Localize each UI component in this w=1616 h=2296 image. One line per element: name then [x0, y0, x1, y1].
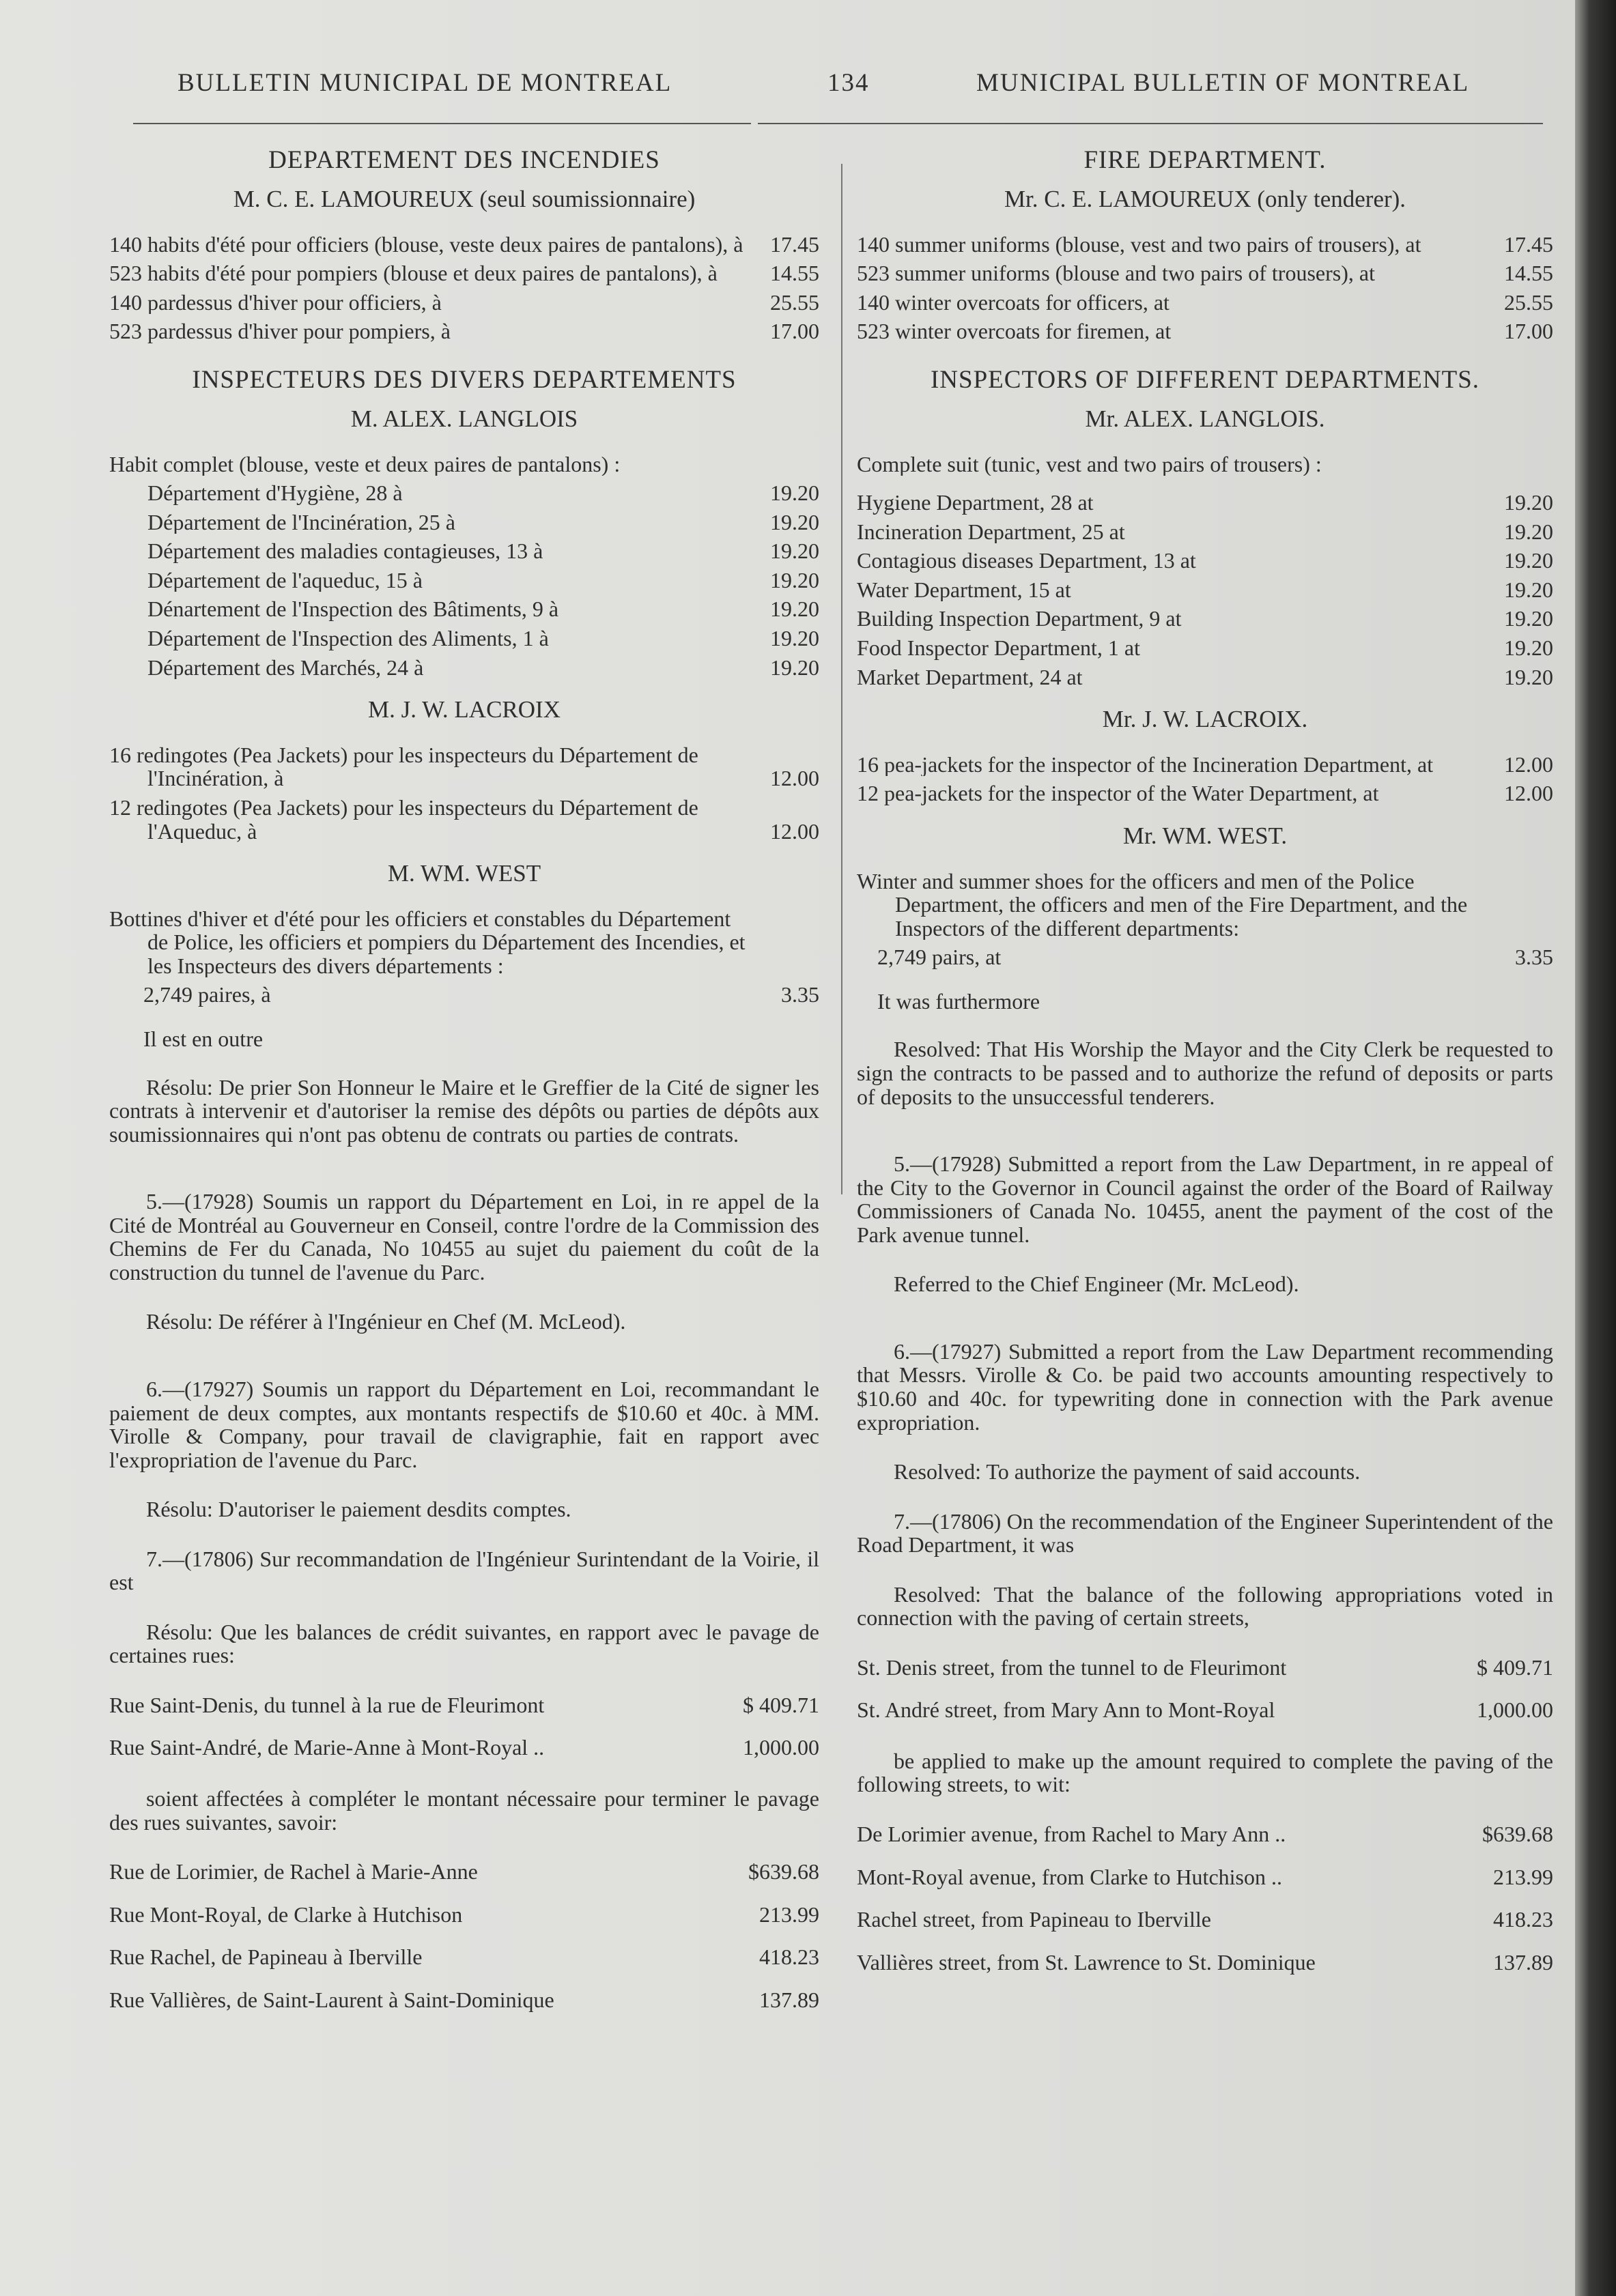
street-row — [109, 1736, 819, 1760]
item-price: 19.20 — [1504, 664, 1553, 689]
street-row — [109, 1860, 819, 1884]
street-amount: $639.68 — [748, 1859, 819, 1884]
item-text: 12 pea-jackets for the inspector of the Water Department, at — [857, 781, 1379, 805]
list-item — [857, 781, 1553, 805]
item-text: 140 summer uniforms (blouse, vest and two pairs of trousers), at — [857, 232, 1421, 257]
resolution-paragraph: Résolu: De référer à l'Ingénieur en Chef (M. McLeod). — [146, 1309, 626, 1334]
item-text: Food Inspector Department, 1 at — [857, 635, 1140, 660]
list-item — [109, 597, 819, 621]
column-divider — [841, 164, 842, 1194]
street-row — [857, 1656, 1553, 1680]
street-text: Rue Vallières, de Saint-Laurent à Saint-Dominique — [109, 1987, 554, 2012]
item-text: 16 redingotes (Pea Jackets) pour les inspecteurs du Département de l'Incinération, à — [109, 743, 698, 790]
item-text: 140 pardessus d'hiver pour officiers, à — [109, 290, 442, 315]
list-item — [857, 233, 1553, 257]
item-text: Département de l'Inspection des Aliments, 1 à — [147, 626, 549, 650]
item-text: Département des Marchés, 24 à — [147, 655, 424, 680]
street-amount: 1,000.00 — [1477, 1697, 1553, 1723]
affect-paragraph: be applied to make up the amount required to complete the paving of the following streets, to wit: — [857, 1748, 1553, 1797]
list-item — [857, 549, 1553, 573]
item-text: Département de l'Incinération, 25 à — [147, 510, 455, 534]
item-price: 19.20 — [770, 480, 819, 506]
item-price: 19.20 — [1504, 548, 1553, 573]
street-text: St. André street, from Mary Ann to Mont-Royal — [857, 1697, 1275, 1723]
page-number: 134 — [827, 69, 870, 97]
item-price: 17.45 — [1504, 231, 1553, 257]
lamoureux-heading-fr: M. C. E. LAMOUREUX (seul soumissionnaire) — [233, 185, 696, 212]
item-text: Building Inspection Department, 9 at — [857, 607, 1182, 631]
item-price: 19.20 — [770, 625, 819, 650]
list-item — [109, 796, 819, 843]
english-column — [857, 140, 1553, 1993]
item-price: 19.20 — [1504, 519, 1553, 544]
street-amount: $ 409.71 — [743, 1692, 819, 1717]
list-item — [857, 578, 1553, 602]
item-text: Département d'Hygiène, 28 à — [147, 481, 403, 505]
item-text: Water Department, 15 at — [857, 577, 1071, 602]
item-text: Hygiene Department, 28 at — [857, 491, 1094, 515]
item-price: 12.00 — [770, 818, 819, 844]
item-price: 19.20 — [770, 655, 819, 680]
item-price: 19.20 — [770, 509, 819, 534]
lamoureux-heading-en: Mr. C. E. LAMOUREUX (only tenderer). — [1004, 185, 1406, 212]
street-row — [857, 1865, 1553, 1889]
street-row — [857, 1951, 1553, 1975]
french-column — [109, 140, 819, 2030]
item-text: Contagious diseases Department, 13 at — [857, 549, 1196, 573]
item-text: 523 winter overcoats for firemen, at — [857, 319, 1172, 343]
resolution-paragraph: Résolu: Que les balances de crédit suivantes, en rapport avec le pavage de certaines rues: — [109, 1619, 819, 1668]
item-price: 25.55 — [1504, 289, 1553, 315]
list-item — [109, 743, 819, 790]
resolution-paragraph: Résolu: De prier Son Honneur le Maire et le Greffier de la Cité de signer les contrats à intervenir et d'autoriser la remise des dépôts ou parties de dépôts aux soumissionnaires qui n'ont pas obtenu de contrats ou parties de contrats. — [109, 1074, 819, 1147]
street-row — [109, 1988, 819, 2012]
list-item — [857, 870, 1553, 941]
item-text: 523 summer uniforms (blouse and two pairs of trousers), at — [857, 261, 1375, 285]
item-price: 3.35 — [781, 982, 819, 1007]
street-amount: 137.89 — [759, 1987, 819, 2012]
item-price: 19.20 — [1504, 635, 1553, 660]
street-row — [109, 1693, 819, 1717]
list-item — [857, 261, 1553, 285]
fire-dept-title-en: FIRE DEPARTMENT. — [1083, 146, 1327, 174]
street-row — [857, 1908, 1553, 1932]
list-item — [109, 511, 819, 534]
header-left: BULLETIN MUNICIPAL DE MONTREAL — [178, 69, 672, 97]
item-price: 19.20 — [770, 597, 819, 622]
list-item — [109, 983, 819, 1007]
item-text: Bottines d'hiver et d'été pour les officiers et constables du Département de Police, les officiers et pompiers du Département des Incendies, et les Inspecteurs des divers départements : — [109, 906, 746, 978]
item6-paragraph: 6.—(17927) Soumis un rapport du Département en Loi, recommandant le paiement de deux comptes, aux montants respectifs de $10.60 et 40c. à MM. Virolle & Company, pour travail de clavigraphie, fait en rapport avec l'expropriation de l'avenue du Parc. — [109, 1376, 819, 1472]
street-amount: 213.99 — [1493, 1864, 1553, 1889]
street-text: Rue Mont-Royal, de Clarke à Hutchison — [109, 1902, 463, 1927]
page-edge — [1575, 0, 1616, 2296]
item-text: 12 redingotes (Pea Jackets) pour les inspecteurs du Département de l'Aqueduc, à — [109, 795, 698, 844]
item-price: 14.55 — [770, 261, 819, 286]
street-row — [109, 1945, 819, 1969]
item-price: 19.20 — [1504, 577, 1553, 602]
item-price: 3.35 — [1515, 945, 1553, 970]
list-item — [109, 569, 819, 592]
street-amount: 1,000.00 — [743, 1735, 819, 1760]
list-item — [109, 233, 819, 257]
list-item — [109, 319, 819, 343]
resolution-paragraph: Referred to the Chief Engineer (Mr. McLeod). — [894, 1272, 1299, 1297]
resolution-paragraph: Resolved: That His Worship the Mayor and the City Clerk be requested to sign the contracts to be passed and to authorize the refund of deposits or parts of deposits to the unsuccessful tenderers. — [857, 1037, 1553, 1109]
item6-paragraph: 6.—(17927) Submitted a report from the Law Department recommending that Messrs. Virolle & Co. be paid two accounts amounting respectively to $10.60 and 40c. for typewriting done in connection with the Park avenue expropriation. — [857, 1338, 1553, 1435]
resolution-paragraph: Résolu: D'autoriser le paiement desdits comptes. — [146, 1497, 571, 1522]
item5-paragraph: 5.—(17928) Submitted a report from the Law Department, in re appeal of the City to the Governor in Council against the order of the Board of Railway Commissioners of Canada No. 10455, anent the payment of the cost of the Park avenue tunnel. — [857, 1151, 1553, 1247]
item-price: 12.00 — [1504, 751, 1553, 777]
list-item — [857, 753, 1553, 777]
street-text: Rue Rachel, de Papineau à Iberville — [109, 1945, 423, 1970]
list-item — [109, 453, 819, 476]
header-rule-left — [133, 123, 751, 124]
item-text: Département de l'aqueduc, 15 à — [147, 568, 423, 592]
running-header — [109, 68, 1529, 102]
item-text: Département des maladies contagieuses, 13 à — [147, 539, 543, 563]
header-rule-right — [758, 123, 1543, 124]
list-item — [857, 945, 1553, 969]
item-price: 17.00 — [1504, 319, 1553, 344]
west-heading-fr: M. WM. WEST — [387, 860, 541, 887]
west-heading-en: Mr. WM. WEST. — [1122, 822, 1288, 849]
list-item — [109, 261, 819, 285]
resolution-paragraph: Resolved: To authorize the payment of said accounts. — [894, 1459, 1361, 1484]
item5-paragraph: 5.—(17928) Soumis un rapport du Département en Loi, in re appel de la Cité de Montréal au Gouverneur en Conseil, contre l'ordre de la Commission des Chemins de Fer du Canada, No 10455 au sujet du paiement du coût de la construction du tunnel de l'avenue du Parc. — [109, 1189, 819, 1285]
street-text: Rue de Lorimier, de Rachel à Marie-Anne — [109, 1859, 478, 1884]
inspectors-title-en: INSPECTORS OF DIFFERENT DEPARTMENTS. — [930, 365, 1480, 394]
street-amount: 418.23 — [759, 1945, 819, 1970]
street-text: De Lorimier avenue, from Rachel to Mary Ann .. — [857, 1821, 1286, 1846]
list-item — [857, 665, 1553, 689]
list-item — [109, 291, 819, 315]
street-text: St. Denis street, from the tunnel to de Fleurimont — [857, 1654, 1287, 1680]
list-item — [857, 491, 1553, 515]
item-text: 523 habits d'été pour pompiers (blouse et deux paires de pantalons), à — [109, 261, 718, 285]
outre-text: It was furthermore — [877, 988, 1040, 1014]
item-price: 19.20 — [1504, 606, 1553, 631]
item-price: 12.00 — [770, 766, 819, 791]
item-text: 2,749 pairs, at — [877, 945, 1002, 969]
item-price: 17.00 — [770, 319, 819, 344]
street-amount: 137.89 — [1493, 1949, 1553, 1975]
item-price: 25.55 — [770, 289, 819, 315]
item-text: Complete suit (tunic, vest and two pairs of trousers) : — [857, 452, 1322, 476]
item-text: Market Department, 24 at — [857, 665, 1083, 689]
list-item — [109, 539, 819, 563]
street-text: Vallières street, from St. Lawrence to St. Dominique — [857, 1949, 1316, 1975]
list-item — [109, 907, 819, 978]
item7-paragraph: 7.—(17806) Sur recommandation de l'Ingénieur Surintendant de la Voirie, il est — [109, 1546, 819, 1595]
list-item — [109, 627, 819, 650]
item-text: 140 winter overcoats for officers, at — [857, 290, 1170, 315]
street-row — [857, 1698, 1553, 1722]
lacroix-heading-fr: M. J. W. LACROIX — [368, 696, 561, 723]
street-text: Rachel street, from Papineau to Iberville — [857, 1907, 1211, 1932]
langlois-heading-fr: M. ALEX. LANGLOIS — [350, 405, 578, 432]
item7-paragraph: 7.—(17806) On the recommendation of the Engineer Superintendent of the Road Department, it was — [857, 1508, 1553, 1558]
item-price: 19.20 — [770, 539, 819, 564]
item-text: Winter and summer shoes for the officers and men of the Police Department, the officers and men of the Fire Department, and the Inspectors of the different departments: — [857, 869, 1468, 941]
list-item — [857, 453, 1553, 476]
inspectors-title-fr: INSPECTEURS DES DIVERS DEPARTEMENTS — [192, 365, 737, 394]
list-item — [109, 656, 819, 680]
item-text: 523 pardessus d'hiver pour pompiers, à — [109, 319, 451, 343]
list-item — [857, 607, 1553, 631]
street-amount: 418.23 — [1493, 1907, 1553, 1932]
street-row — [857, 1822, 1553, 1846]
outre-text: Il est en outre — [143, 1027, 264, 1052]
street-text: Mont-Royal avenue, from Clarke to Hutchison .. — [857, 1864, 1282, 1889]
street-text: Rue Saint-André, de Marie-Anne à Mont-Royal .. — [109, 1735, 545, 1760]
item-text: 16 pea-jackets for the inspector of the Incineration Department, at — [857, 752, 1434, 777]
item-price: 14.55 — [1504, 261, 1553, 286]
item-text: Dénartement de l'Inspection des Bâtiments, 9 à — [147, 597, 559, 621]
list-item — [109, 481, 819, 505]
fire-dept-title-fr: DEPARTEMENT DES INCENDIES — [268, 146, 660, 174]
header-right: MUNICIPAL BULLETIN OF MONTREAL — [976, 69, 1470, 97]
street-amount: 213.99 — [759, 1902, 819, 1927]
list-item — [857, 291, 1553, 315]
street-amount: $ 409.71 — [1477, 1654, 1553, 1680]
street-row — [109, 1903, 819, 1927]
langlois-heading-en: Mr. ALEX. LANGLOIS. — [1085, 405, 1325, 432]
item-price: 19.20 — [770, 567, 819, 592]
list-item — [857, 520, 1553, 544]
item-price: 19.20 — [1504, 490, 1553, 515]
item-text: Incineration Department, 25 at — [857, 519, 1125, 544]
resolution-paragraph: Resolved: That the balance of the following appropriations voted in connection with the paving of certain streets, — [857, 1581, 1553, 1631]
item-text: 2,749 paires, à — [143, 983, 271, 1007]
item-text: Habit complet (blouse, veste et deux paires de pantalons) : — [109, 452, 621, 476]
item-price: 12.00 — [1504, 781, 1553, 806]
lacroix-heading-en: Mr. J. W. LACROIX. — [1102, 706, 1308, 733]
item-text: 140 habits d'été pour officiers (blouse, veste deux paires de pantalons), à — [109, 232, 743, 257]
list-item — [857, 636, 1553, 660]
item-price: 17.45 — [770, 231, 819, 257]
affect-paragraph: soient affectées à compléter le montant nécessaire pour terminer le pavage des rues suivantes, savoir: — [109, 1785, 819, 1835]
street-amount: $639.68 — [1482, 1821, 1553, 1846]
street-text: Rue Saint-Denis, du tunnel à la rue de Fleurimont — [109, 1692, 545, 1717]
list-item — [857, 319, 1553, 343]
